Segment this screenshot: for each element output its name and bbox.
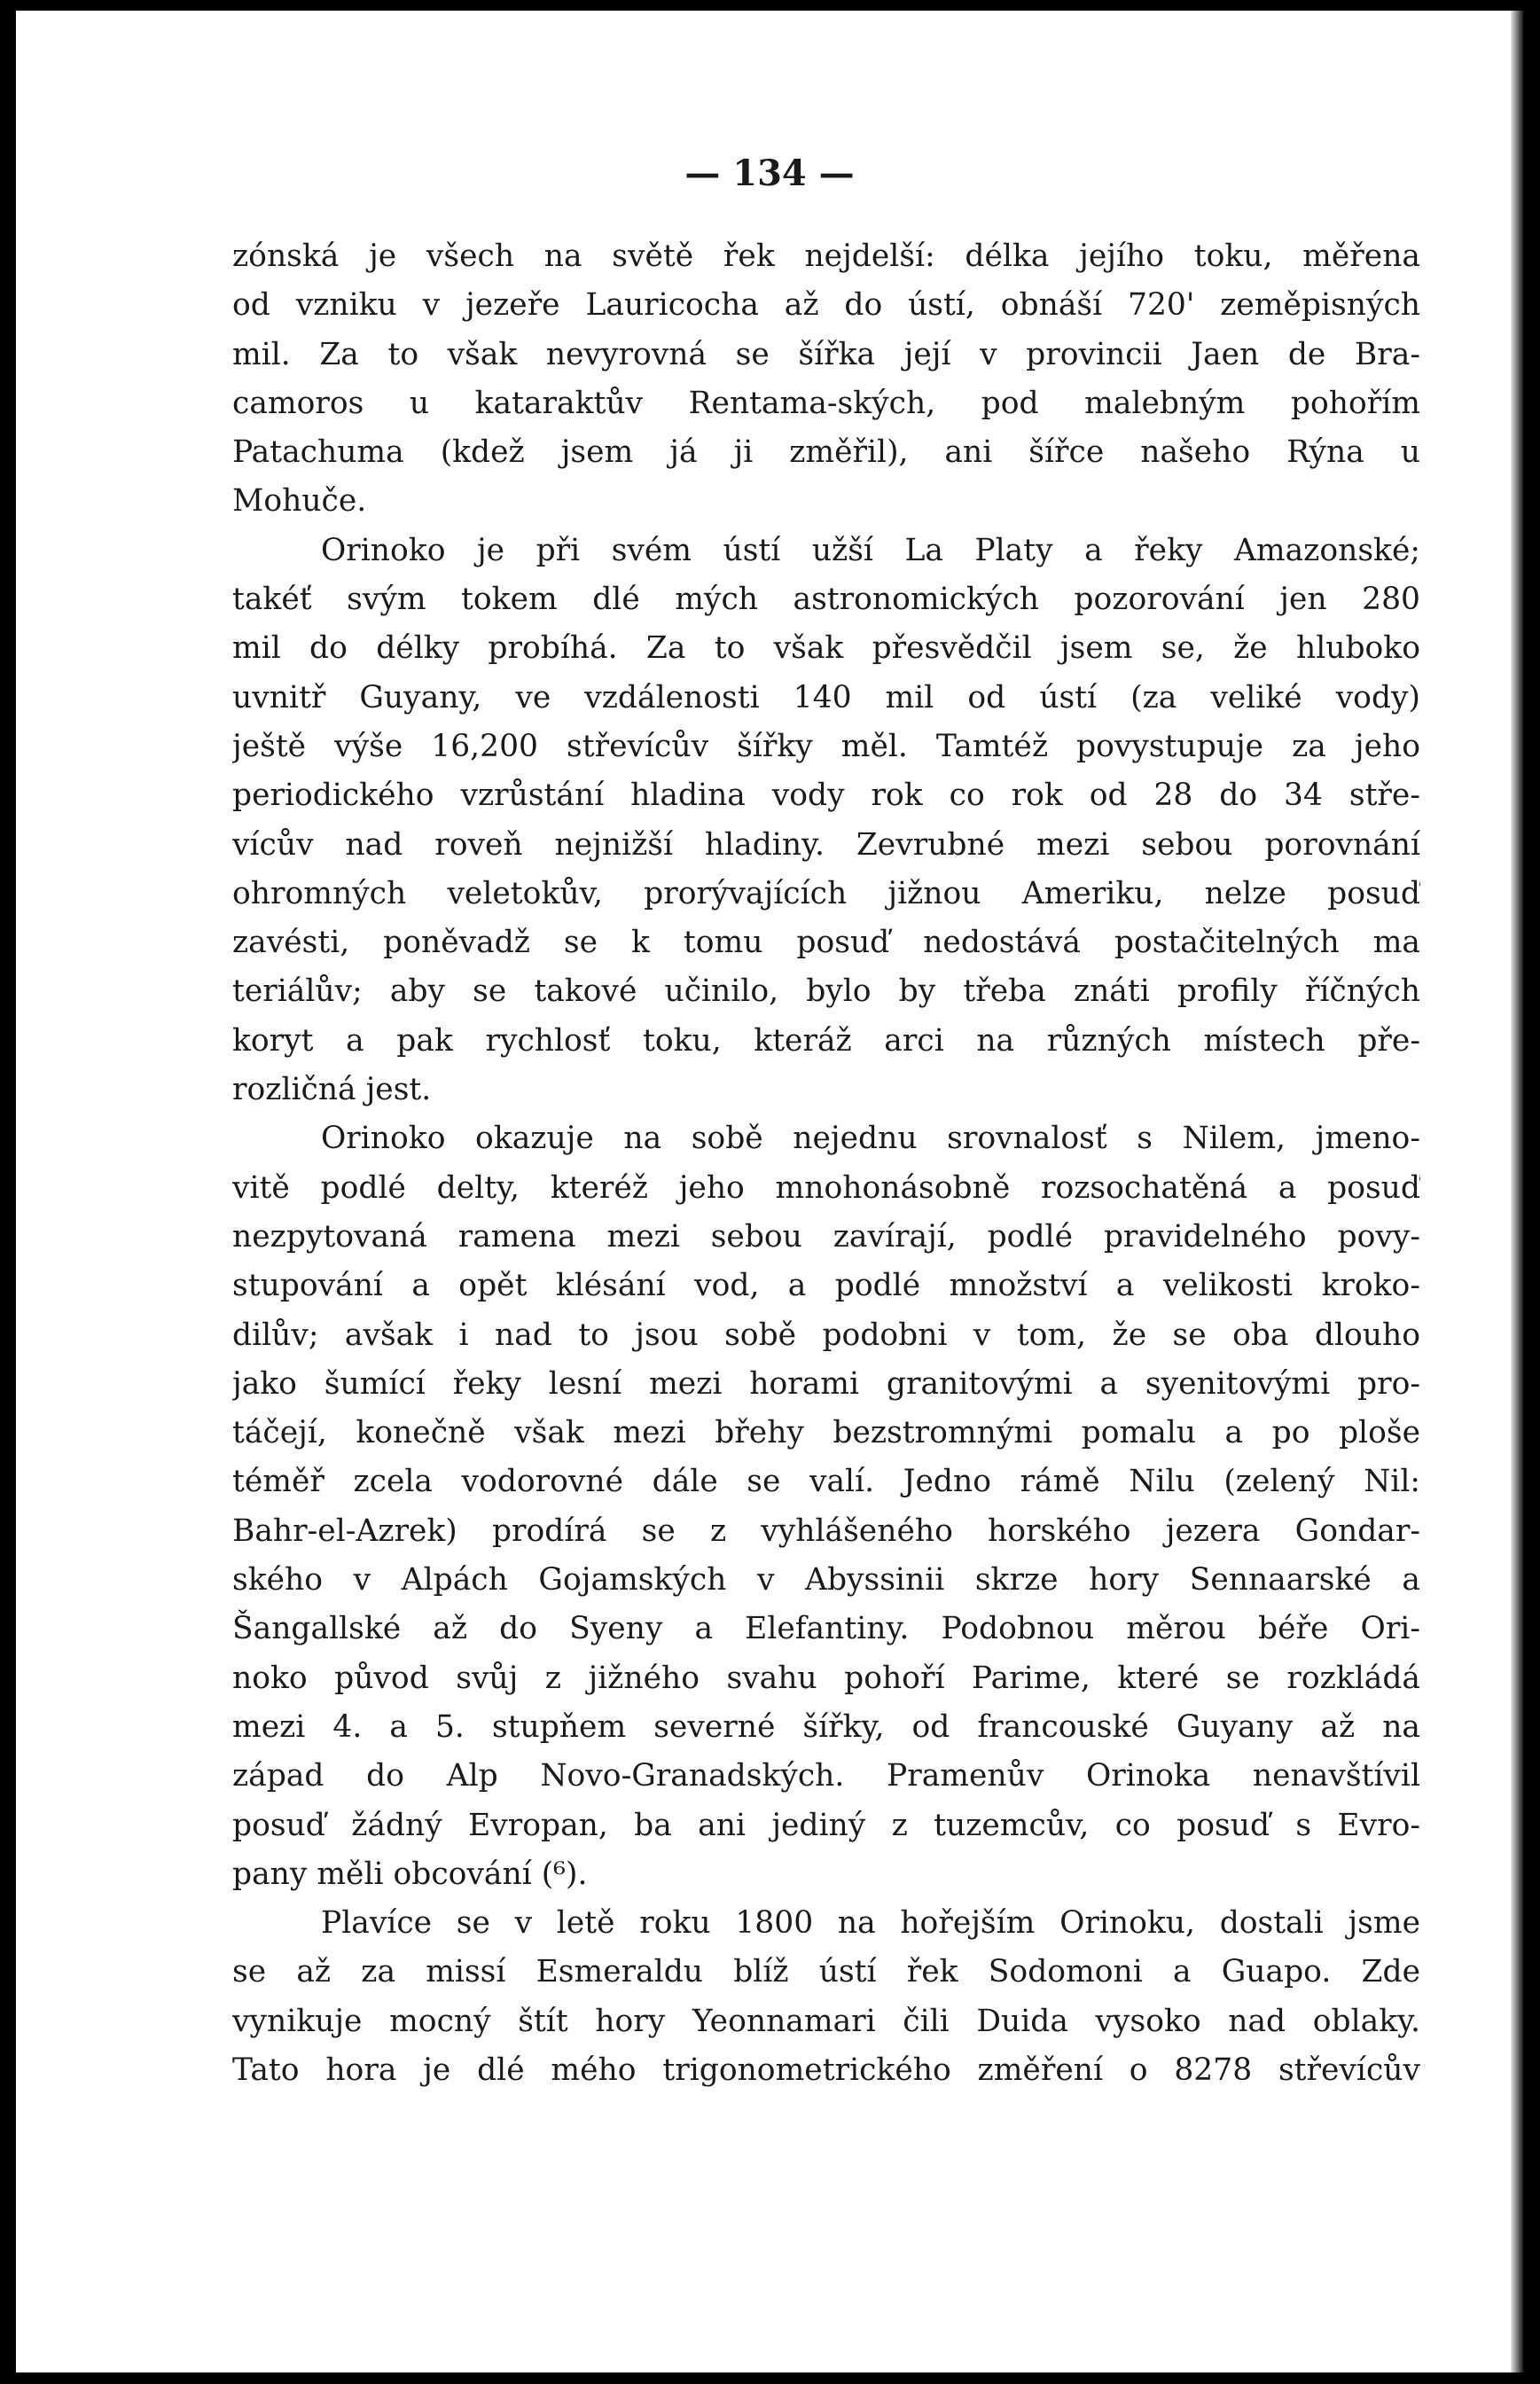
page-number: — 134 — [684,152,855,194]
text-line: dilův; avšak i nad to jsou sobě podobni v tom, že se oba dlouho [232,1317,1420,1353]
text-line: vitě podlé delty, kteréž jeho mnohonásobně rozsochatěná a posuď [232,1169,1420,1206]
text-line: mezi 4. a 5. stupňem severné šířky, od francouské Guyany až na [232,1708,1420,1745]
page-edge-shadow [1511,11,1523,2372]
body-text [232,232,1420,2095]
text-line: od vzniku v jezeře Lauricocha až do ústí, obnáší 720' zeměpisných [232,287,1420,324]
text-line: jako šumící řeky lesní mezi horami granitovými a syenitovými pro- [232,1365,1420,1402]
text-line: Patachuma (kdež jsem já ji změřil), ani šířce našeho Rýna u [232,434,1420,471]
text-line: Plavíce se v letě roku 1800 na hořejším Orinoku, dostali jsme [321,1905,1420,1942]
text-line: téměř zcela vodorovné dále se valí. Jedno rámě Nilu (zelený Nil: [232,1464,1420,1500]
text-line: Orinoko je při svém ústí užší La Platy a řeky Amazonské; [321,532,1420,568]
text-line: takéť svým tokem dlé mých astronomických pozorování jen 280 [232,582,1420,618]
text-line: Šangallské až do Syeny a Elefantiny. Podobnou měrou béře Ori- [232,1611,1420,1647]
text-line: uvnitř Guyany, ve vzdálenosti 140 mil od ústí (za veliké vody) [232,679,1420,715]
text-line: mil do délky probíhá. Za to však přesvědčil jsem se, že hluboko [232,630,1420,667]
text-line: pany měli obcování (⁶). [232,1856,588,1892]
text-line: nezpytovaná ramena mezi sebou zavírají, podlé pravidelného povy- [232,1218,1420,1255]
book-page [16,11,1523,2372]
text-line: camoros u kataraktův Rentama-ských, pod malebným pohořím [232,385,1420,421]
text-line: Mohuče. [232,483,367,520]
text-line: stupování a opět klésání vod, a podlé množství a velikosti kroko- [232,1268,1420,1304]
text-line: vícův nad roveň nejnižší hladiny. Zevrubné mezi sebou porovnání [232,826,1420,863]
text-line: rozličná jest. [232,1072,432,1108]
text-line: Tato hora je dlé mého trigonometrického změření o 8278 střevícův [232,2052,1420,2088]
text-line: Bahr-el-Azrek) prodírá se z vyhlášeného horského jezera Gondar- [232,1512,1420,1549]
text-line: koryt a pak rychlosť toku, kteráž arci na různých místech pře- [232,1022,1420,1059]
text-line: se až za missí Esmeraldu blíž ústí řek Sodomoni a Guapo. Zde [232,1954,1420,1990]
text-line: posuď žádný Evropan, ba ani jediný z tuzemcův, co posuď s Evro- [232,1807,1420,1843]
text-line: noko původ svůj z jižného svahu pohoří Parime, které se rozkládá [232,1660,1420,1696]
text-line: ského v Alpách Gojamských v Abyssinii skrze hory Sennaarské a [232,1562,1420,1598]
text-line: zavésti, poněvadž se k tomu posuď nedostává postačitelných ma [232,925,1420,961]
text-line: ohromných veletokův, prorývajících jižnou Ameriku, nelze posuď [232,875,1420,911]
text-line: periodického vzrůstání hladina vody rok co rok od 28 do 34 stře- [232,778,1420,814]
text-line: mil. Za to však nevyrovná se šířka její v provincii Jaen de Bra- [232,336,1420,372]
text-line: ještě výše 16,200 střevícův šířky měl. Tamtéž povystupuje za jeho [232,728,1420,764]
text-line: vynikuje mocný štít hory Yeonnamari čili Duida vysoko nad oblaky. [232,2003,1420,2039]
text-line: zónská je všech na světě řek nejdelší: délka jejího toku, měřena [232,238,1420,274]
text-line: táčejí, konečně však mezi břehy bezstromnými pomalu a po ploše [232,1415,1420,1451]
text-line: teriálův; aby se takové učinilo, bylo by třeba znáti profily říčných [232,973,1420,1010]
text-line: západ do Alp Novo-Granadských. Pramenův Orinoka nenavštívil [232,1758,1420,1794]
text-line: Orinoko okazuje na sobě nejednu srovnalosť s Nilem, jmeno- [321,1121,1420,1157]
